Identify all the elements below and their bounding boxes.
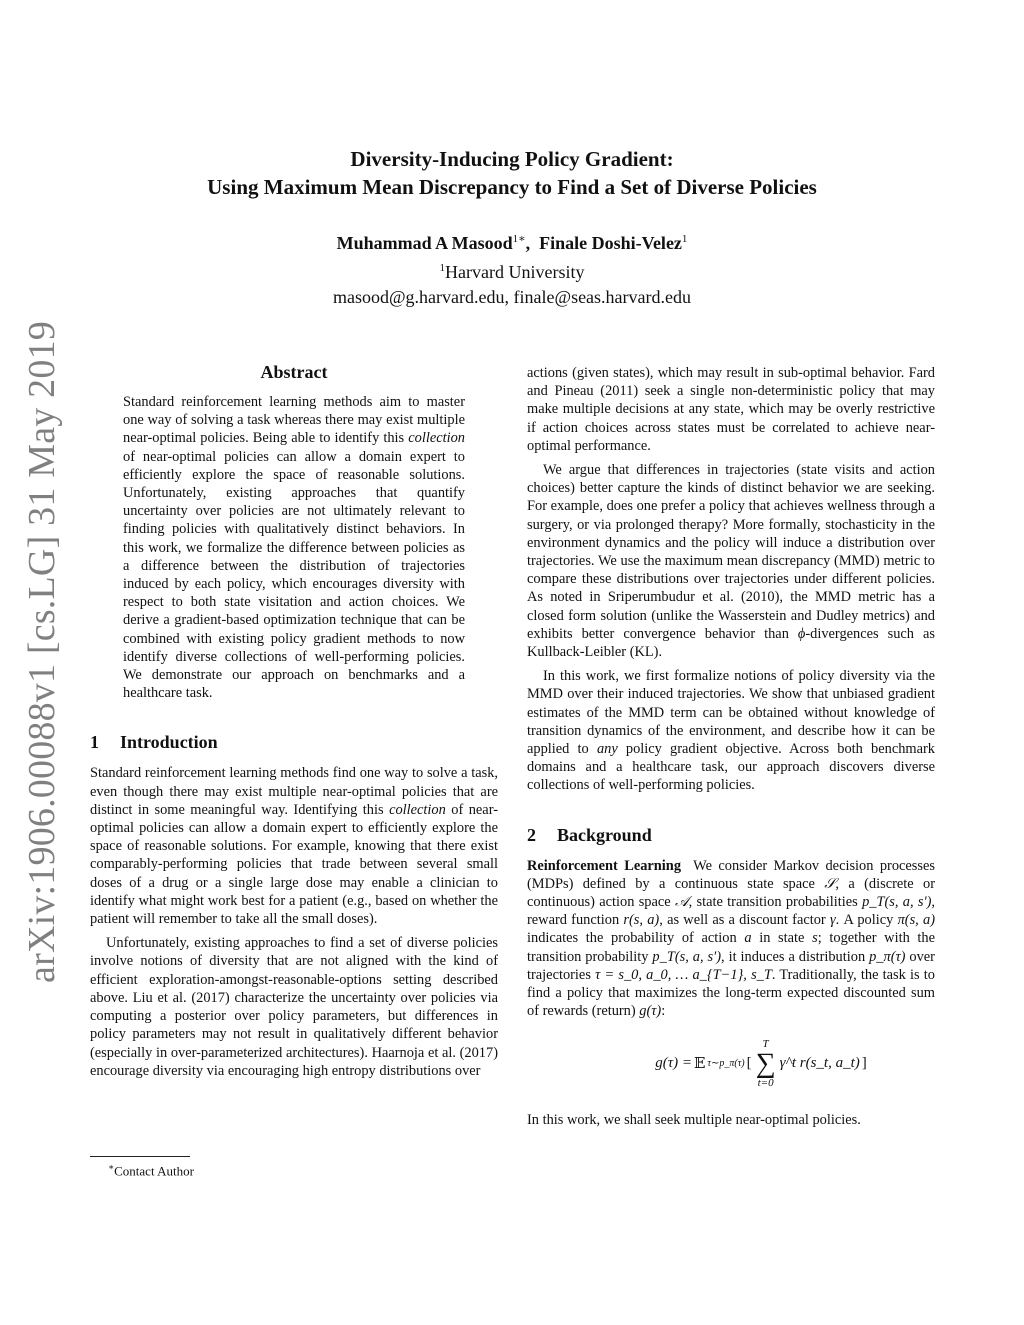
author-list: [100, 232, 924, 254]
paragraph-text: , state transition probabilities: [688, 894, 858, 911]
paragraph-emphasis: collection: [389, 801, 446, 818]
affiliation-name: Harvard University: [445, 262, 585, 282]
footnote-mark: ∗: [108, 1162, 115, 1172]
math-return: g(τ): [639, 1003, 662, 1020]
math-policy: π(s, a): [897, 912, 935, 929]
math-action: a: [744, 930, 752, 947]
math-trajectory: τ = s_0, a_0, … a_{T−1}, s_T: [595, 966, 772, 983]
author-emails: masood@g.harvard.edu, finale@seas.harvard.edu: [332, 287, 692, 307]
paragraph-text: over trajectories: [527, 948, 935, 983]
sum-lower-limit: t=0: [757, 1076, 774, 1089]
math-state: s: [812, 930, 818, 947]
paragraph-text: , as well as a discount factor: [659, 912, 826, 929]
right-column: [527, 364, 935, 1135]
math-reward: r(s, a): [623, 912, 660, 929]
paragraph-text: . Traditionally, the task is to find a policy that maximizes the long-term expected discounted sum of rewards (return): [527, 966, 935, 1020]
footnote-rule: [90, 1156, 190, 1157]
expectation-subscript: τ∼p_π(τ): [707, 1058, 745, 1069]
sigma-icon: ∑: [755, 1047, 776, 1079]
paragraph-text: :: [661, 1003, 666, 1020]
math-state-space: 𝒮: [824, 875, 836, 892]
arxiv-stamp: [16, 321, 68, 983]
math-trajectory-distribution: p_π(τ): [869, 948, 906, 965]
intro-paragraph-3: [527, 461, 935, 661]
sum-upper-limit: T: [762, 1037, 769, 1050]
section-heading-introduction: [90, 732, 498, 753]
equation-lhs: g(τ) =: [655, 1055, 692, 1071]
affiliation: [100, 262, 924, 283]
paragraph-runin-heading: Reinforcement Learning: [527, 857, 682, 874]
author-name: Muhammad A Masood: [336, 233, 513, 253]
left-column: [90, 356, 498, 1086]
abstract-body: [123, 393, 465, 702]
paragraph-text: Standard reinforcement learning methods find one way to solve a task, even though there may exist multiple near-optimal policies that are distinct in some meaningful way. Identifying this: [90, 765, 498, 818]
paragraph-text: We consider Markov decision processes (MDPs) defined by a continuous state space: [527, 857, 935, 892]
paragraph-text: policy gradient objective. Across both benchmark domains and a healthcare task, our approach discovers diverse collections of well-performing policies.: [527, 741, 935, 794]
paragraph-text: , a (discrete or continuous) action space: [527, 875, 935, 911]
paragraph-text: -divergences such as Kullback-Leibler (KL).: [527, 625, 935, 661]
paragraph-emphasis: any: [596, 741, 618, 758]
footnote-text: Contact Author: [114, 1163, 194, 1179]
math-action-space: 𝒜: [674, 894, 689, 911]
arxiv-identifier: arXiv:1906.00088v1 [cs.LG] 31 May 2019: [21, 321, 63, 983]
expectation-symbol: 𝔼: [693, 1056, 706, 1072]
paragraph-text: , it induces a distribution: [721, 948, 866, 965]
title-line-1: Diversity-Inducing Policy Gradient:: [350, 147, 674, 171]
return-equation: g(τ) = 𝔼 τ∼p_π(τ) [ T ∑ t=0 γ^t r(s_t, a_t) ]: [655, 1037, 867, 1089]
paragraph-text: ; together with the transition probability: [527, 930, 936, 965]
paragraph-text: of near-optimal policies can allow a domain expert to efficiently explore the space of reasonable solutions. For example, knowing that there exist comparably-performing policies that trade between several small doses of a drug or a single large dose may enable a clinician to identify what might work best for a patient (e.g., based on whether the patient will remember to take all the small doses).: [90, 801, 498, 928]
paragraph-text: in state: [759, 930, 805, 947]
abstract-heading: Abstract: [260, 362, 328, 382]
paragraph-text: , reward function: [527, 894, 936, 929]
math-gamma: γ: [829, 912, 836, 929]
abstract-emphasis: collection: [408, 430, 465, 447]
title-line-2: Using Maximum Mean Discrepancy to Find a Set of Diverse Policies: [207, 175, 817, 199]
affiliation-mark: 1: [439, 262, 446, 274]
section-number: 2: [527, 824, 536, 845]
paper-title: [100, 145, 924, 201]
background-closing: In this work, we shall seek multiple near-optimal policies.: [527, 1111, 861, 1128]
author-name: Finale Doshi-Velez: [539, 233, 682, 253]
author-affiliation-mark: 1: [681, 233, 688, 245]
intro-paragraph-2: Unfortunately, existing approaches to find a set of diverse policies involve notions of diversity that are not aligned with the kind of efficient exploration-amongst-reasonable-options setting described above. Liu et al. (2017) characterize the uncertainty over policies via computing a posterior over policy parameters, but differences in policy parameters may not result in qualitatively different behavior (especially in over-parameterized architectures). Haarnoja et al. (2017) encourage diversity via encouraging high entropy distributions over: [90, 935, 498, 1079]
background-paragraph: [527, 857, 935, 1021]
section-title: Introduction: [120, 732, 218, 753]
intro-paragraph-4: [527, 667, 935, 794]
math-phi: ϕ: [797, 625, 806, 642]
abstract-text: Standard reinforcement learning methods aim to master one way of solving a task whereas there may exist multiple near-optimal policies. Being able to identify this: [123, 394, 465, 447]
author-affiliation-mark: 1∗: [512, 233, 526, 245]
section-title: Background: [557, 824, 652, 845]
intro-paragraph-1: [90, 764, 498, 928]
math-transition: p_T(s, a, s′): [862, 894, 932, 911]
paragraph-text: In this work, we first formalize notions of policy diversity via the MMD over their induced trajectories. We show that unbiased gradient estimates of the MMD term can be obtained without knowledge of transition dynamics of the environment, and describe how it can be applied to: [527, 668, 935, 758]
author-separator: ,: [525, 233, 531, 253]
math-transition: p_T(s, a, s′): [652, 948, 722, 965]
section-number: 1: [90, 732, 99, 753]
abstract-text: of near-optimal policies can allow a domain expert to efficiently explore the space of reasonable solutions. Unfortunately, existing approaches that quantify uncertainty over policies are not ultimately relevant to finding policies with qualitatively distinct behaviors. In this work, we formalize the difference between policies as a difference between the distribution of trajectories induced by each policy, which encourages diversity with respect to both state visitation and action choices. We derive a gradient-based optimization technique that can be combined with existing policy gradient methods to now identify diverse collections of well-performing policies. We demonstrate our approach on benchmarks and a healthcare task.: [123, 448, 465, 702]
paragraph-text: We argue that differences in trajectories (state visits and action choices) better capture the kinds of distinct behavior we are seeking. For example, does one prefer a policy that achieves wellness through a surgery, or via prolonged therapy? More formally, stochasticity in the environment dynamics and the policy will induce a distribution over trajectories. We use the maximum mean discrepancy (MMD) metric to compare these distributions over trajectories under different policies. As noted in Sriperumbudur et al. (2010), the MMD metric has a closed form solution (unlike the Wasserstein and Dudley metrics) and exhibits better convergence behavior than: [527, 462, 935, 642]
section-heading-background: [527, 825, 935, 846]
paragraph-text: . A policy: [835, 912, 894, 929]
summation: [756, 1039, 776, 1089]
equation-body: γ^t r(s_t, a_t): [779, 1055, 860, 1071]
intro-paragraph-2-continued: actions (given states), which may result in sub-optimal behavior. Fard and Pineau (2011) seek a single non-deterministic policy that may make multiple decisions at any state, which may be overly restrictive if action choices across states must be correlated to achieve near-optimal performance.: [527, 365, 935, 454]
paragraph-text: indicates the probability of action: [527, 930, 737, 947]
footnote: [108, 1162, 194, 1179]
